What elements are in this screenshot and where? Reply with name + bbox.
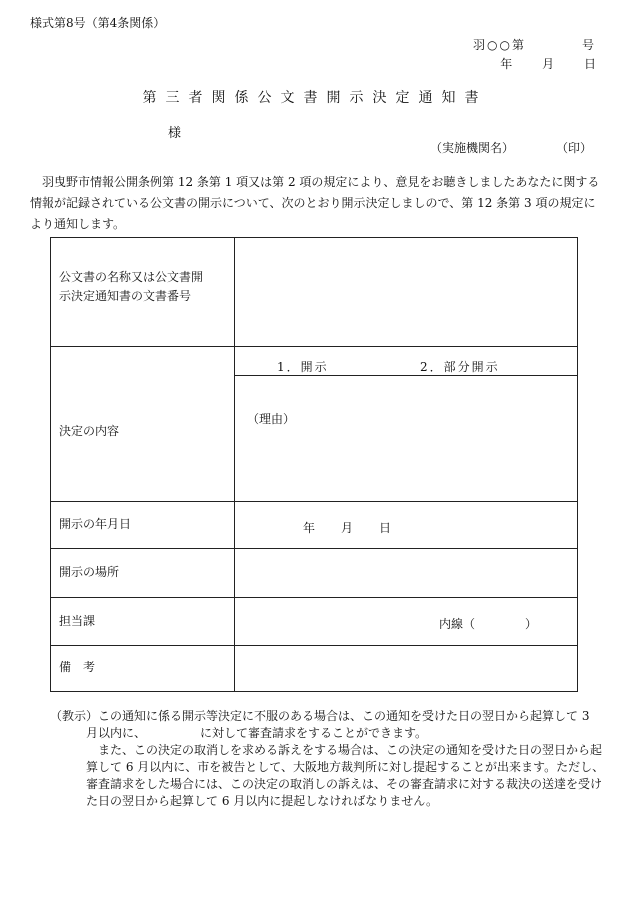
notice-line-1: この通知に係る開示等決定に不服のある場合は、この通知を受けた日の翌日から起算して 3 月以内に、 に対して審査請求をすることができます。 [86,709,590,740]
decision-table [50,237,578,692]
date-day: 日 [583,57,596,71]
reason-label: （理由） [247,412,296,426]
page-title: 第三者関係公文書開示決定通知書 [142,90,488,106]
option-partial-disclosure[interactable]: 2．部分開示 [420,360,500,374]
addressee: 様 [168,126,182,141]
dept-label: 担当課 [59,614,96,628]
extension-close: ） [525,617,538,631]
document-number: 羽○○第 号 [473,38,596,52]
notice-line-2: また、この決定の取消しを求める訴えをする場合は、この決定の通知を受けた日の翌日から起算して 6 月以内に、市を被告として、大阪地方裁判所に対し提起することが出来ます。ただし、審査請求をした場合には、この決定の取消しの訴えは、その審査請求に対する裁決の送達を受けた日の翌日から起算して 6 月以内に提起しなければなりません。 [86,743,605,808]
body-text: 羽曳野市情報公開条例第 12 条第 1 項又は第 2 項の規定により、意見をお聴きしましたあなたに関する情報が記録されている公文書の開示について、次のとおり開示決定しましので、第 12 条第 3 項の規定により通知します。 [30,175,600,231]
date-label: 開示の年月日 [59,517,132,531]
place-label: 開示の場所 [59,565,120,579]
notice-heading: （教示） [50,709,99,723]
disclosure-date [303,519,391,536]
date-month: 月 [542,57,555,71]
notice [50,708,605,810]
option-full-disclosure[interactable]: 1．開示 [277,360,329,374]
table-date-day: 日 [379,521,392,535]
issuer [430,139,592,156]
extension-open: 内線（ [439,617,476,631]
body-paragraph [30,172,604,235]
extension [439,615,537,632]
form-number: 様式第8号（第4条関係） [30,16,166,30]
document-date [500,55,596,72]
table-date-year: 年 [303,521,316,535]
table-date-month: 月 [341,521,354,535]
date-year: 年 [500,57,513,71]
seal-mark: （印） [561,141,592,155]
decision-label: 決定の内容 [59,424,120,438]
agency-name: （実施機関名） [429,141,514,155]
doc-name-label: 公文書の名称又は公文書開示決定通知書の文書番号 [59,270,204,303]
remarks-label: 備 考 [59,660,96,674]
